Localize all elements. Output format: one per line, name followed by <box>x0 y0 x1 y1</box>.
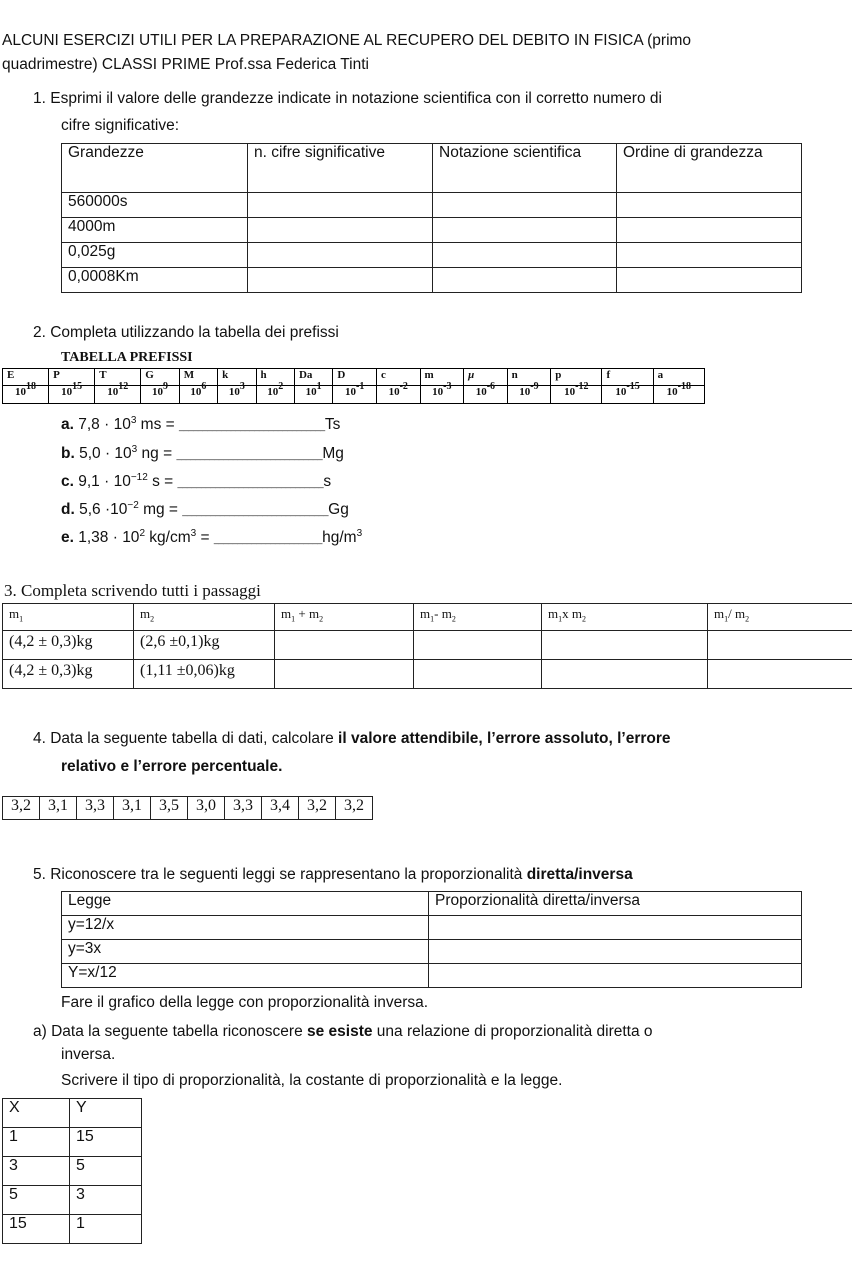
y-value: 3 <box>70 1186 142 1215</box>
measurement-value: 3,3 <box>225 797 262 820</box>
prefix-power: $10^{12}$ <box>95 386 141 404</box>
prefix-exponent: -1 <box>356 381 365 392</box>
measurement-value: 3,0 <box>188 797 225 820</box>
prefix-symbol: M <box>179 369 217 386</box>
prefix-exponent: 3 <box>239 381 245 392</box>
prefix-exponent: 15 <box>72 381 83 392</box>
law: y=12/x <box>62 916 429 940</box>
answer-cell <box>542 631 708 660</box>
prefix-exponent: 12 <box>118 381 129 392</box>
answer-cell <box>433 218 617 243</box>
ex3-header-sum: $m_1 + m_2$ <box>275 604 414 631</box>
x-value: 5 <box>3 1186 70 1215</box>
answer-blank: _______________________________ <box>179 421 325 431</box>
prefix-exponent: -2 <box>399 381 408 392</box>
ex1-header: n. cifre significative <box>248 144 433 193</box>
prefix-power: $10^{-1}$ <box>333 386 377 404</box>
answer-cell <box>429 916 802 940</box>
prefix-exponent: 9 <box>162 381 168 392</box>
xy-table <box>2 1098 142 1244</box>
prefix-power: $10^6$ <box>179 386 217 404</box>
xy-header: Y <box>70 1099 142 1128</box>
prefix-power: $10^1$ <box>294 386 332 404</box>
answer-cell <box>414 660 542 689</box>
measurement-value: 3,3 <box>77 797 114 820</box>
ex4-data-table <box>2 796 373 820</box>
measurement-value: 3,1 <box>40 797 77 820</box>
ex3-header-m2: $m_2$ <box>134 604 275 631</box>
answer-cell <box>617 218 802 243</box>
prefix-exponent: 1 <box>316 381 322 392</box>
answer-cell <box>248 193 433 218</box>
prefix-exponent: -9 <box>530 381 539 392</box>
prefix-exponent: -3 <box>443 381 452 392</box>
answer-cell <box>433 268 617 293</box>
ex4-title-cont: relativo e l’errore percentuale. <box>61 758 283 775</box>
answer-cell <box>617 268 802 293</box>
ex1-header: Grandezze <box>62 144 248 193</box>
prefix-power: $10^{-18}$ <box>653 386 704 404</box>
answer-cell <box>275 660 414 689</box>
ex3-m2: (1,11 ±0,06)kg <box>134 660 275 689</box>
measurement-value: 3,2 <box>299 797 336 820</box>
prefix-symbol: D <box>333 369 377 386</box>
measurement-value: 3,1 <box>114 797 151 820</box>
ex3-header-product: $m_1x$ $m_2$ <box>542 604 708 631</box>
answer-blank: _______________________ <box>213 534 323 544</box>
prefix-symbol: p <box>551 369 602 386</box>
prefix-power: $10^2$ <box>256 386 294 404</box>
answer-cell <box>433 193 617 218</box>
ex5-note: Fare il grafico della legge con proporzionalità inversa. <box>61 994 429 1011</box>
xy-header: X <box>3 1099 70 1128</box>
ex1-header: Notazione scientifica <box>433 144 617 193</box>
y-value: 15 <box>70 1128 142 1157</box>
answer-cell <box>429 940 802 964</box>
answer-blank: _______________________________ <box>177 478 324 488</box>
measurement-value: 3,2 <box>3 797 40 820</box>
prefix-power: $10^{-3}$ <box>420 386 464 404</box>
conversion-item: e. $1,38 \cdot 10^2$ $kg/cm^3$ = $\_\_\_\_\_\_\_\_\_\_\_\_\_\_\_\_\_\_\_\_\_\_\_hg/m^3$ <box>61 528 363 546</box>
ex2-title: 2. Completa utilizzando la tabella dei prefissi <box>33 324 339 341</box>
ex3-header-diff: $m_1-$ $m_2$ <box>414 604 542 631</box>
prefix-symbol: Da <box>294 369 332 386</box>
prefix-symbol: f <box>602 369 653 386</box>
measurement-value: 3,4 <box>262 797 299 820</box>
measurement-value: 3,2 <box>336 797 373 820</box>
prefix-exponent: 6 <box>201 381 207 392</box>
exa-instructions: Scrivere il tipo di proporzionalità, la costante di proporzionalità e la legge. <box>61 1072 563 1089</box>
prefix-symbol: μ <box>464 369 508 386</box>
law: Y=x/12 <box>62 964 429 988</box>
x-value: 15 <box>3 1215 70 1244</box>
prefix-table <box>2 368 705 404</box>
prefix-symbol: m <box>420 369 464 386</box>
ex5-header: Proporzionalità diretta/inversa <box>429 892 802 916</box>
ex5-table <box>61 891 802 988</box>
x-value: 3 <box>3 1157 70 1186</box>
prefix-symbol: a <box>653 369 704 386</box>
answer-cell <box>708 631 852 660</box>
answer-cell <box>275 631 414 660</box>
prefix-power: $10^{-15}$ <box>602 386 653 404</box>
ex3-m1: (4,2 ± 0,3)kg <box>3 631 134 660</box>
exa-title-cont: inversa. <box>61 1046 116 1063</box>
prefix-symbol: T <box>95 369 141 386</box>
ex3-header-m1: $m_1$ <box>3 604 134 631</box>
prefix-symbol: n <box>507 369 551 386</box>
ex4-title: 4. Data la seguente tabella di dati, calcolare il valore attendibile, l’errore assoluto, l’errore <box>33 730 671 747</box>
answer-cell <box>617 243 802 268</box>
prefix-power: $10^{-12}$ <box>551 386 602 404</box>
answer-cell <box>248 218 433 243</box>
conversion-item: c. $9,1 \cdot 10^{-12}$ s = _______________________________s <box>61 472 332 490</box>
ex1-quantity: 560000s <box>62 193 248 218</box>
y-value: 5 <box>70 1157 142 1186</box>
answer-cell <box>429 964 802 988</box>
ex3-table <box>2 603 852 689</box>
ex1-quantity: 0,025g <box>62 243 248 268</box>
answer-blank: _______________________________ <box>182 506 329 516</box>
prefix-table-title: TABELLA PREFISSI <box>61 350 193 365</box>
x-value: 1 <box>3 1128 70 1157</box>
prefix-exponent: 18 <box>26 381 37 392</box>
answer-cell <box>248 243 433 268</box>
prefix-symbol: c <box>376 369 420 386</box>
answer-cell <box>414 631 542 660</box>
ex3-title: 3. Completa scrivendo tutti i passaggi <box>4 581 261 600</box>
ex3-header-ratio: $m_1/$ $m_2$ <box>708 604 852 631</box>
answer-cell <box>248 268 433 293</box>
prefix-symbol: k <box>218 369 256 386</box>
ex1-header: Ordine di grandezza <box>617 144 802 193</box>
ex1-title-cont: cifre significative: <box>61 117 180 134</box>
prefix-power: $10^3$ <box>218 386 256 404</box>
ex1-quantity: 4000m <box>62 218 248 243</box>
doc-title-line-1: ALCUNI ESERCIZI UTILI PER LA PREPARAZIONE AL RECUPERO DEL DEBITO IN FISICA (primo <box>2 32 692 49</box>
ex3-m2: (2,6 ±0,1)kg <box>134 631 275 660</box>
conversion-item: b. $5,0 \cdot 10^3$ ng = _______________________________Mg <box>61 444 344 462</box>
law: y=3x <box>62 940 429 964</box>
answer-cell <box>433 243 617 268</box>
y-value: 1 <box>70 1215 142 1244</box>
prefix-exponent: -6 <box>486 381 496 392</box>
ex1-quantity: 0,0008Km <box>62 268 248 293</box>
prefix-power: $10^{-6}$ <box>464 386 508 404</box>
prefix-symbol: P <box>49 369 95 386</box>
prefix-exponent: -12 <box>575 381 589 392</box>
answer-blank: _______________________________ <box>176 450 323 460</box>
conversion-item: a. $7,8 \cdot 10^3$ ms = _______________________________Ts <box>61 415 341 433</box>
prefix-exponent: 2 <box>278 381 284 392</box>
exa-title: a) Data la seguente tabella riconoscere se esiste una relazione di proporzionalità diretta o <box>33 1023 653 1040</box>
ex5-header: Legge <box>62 892 429 916</box>
prefix-exponent: -18 <box>677 381 691 392</box>
prefix-power: $10^{-2}$ <box>376 386 420 404</box>
doc-title-line-2: quadrimestre) CLASSI PRIME Prof.ssa Federica Tinti <box>2 56 369 73</box>
prefix-exponent: -15 <box>626 381 640 392</box>
answer-cell <box>542 660 708 689</box>
ex1-table <box>61 143 802 293</box>
prefix-power: $10^{-9}$ <box>507 386 551 404</box>
prefix-symbol: G <box>141 369 179 386</box>
prefix-power: $10^9$ <box>141 386 179 404</box>
conversion-item: d. $5,6 \cdot 10^{-2}$ mg = _______________________________Gg <box>61 500 349 518</box>
prefix-symbol: E <box>3 369 49 386</box>
prefix-power: $10^{15}$ <box>49 386 95 404</box>
prefix-power: $10^{18}$ <box>3 386 49 404</box>
answer-cell <box>708 660 852 689</box>
prefix-symbol: h <box>256 369 294 386</box>
ex5-title: 5. Riconoscere tra le seguenti leggi se rappresentano la proporzionalità diretta/inversa <box>33 866 633 883</box>
ex3-m1: (4,2 ± 0,3)kg <box>3 660 134 689</box>
answer-cell <box>617 193 802 218</box>
ex1-title: 1. Esprimi il valore delle grandezze indicate in notazione scientifica con il corretto numero di <box>33 90 662 107</box>
measurement-value: 3,5 <box>151 797 188 820</box>
